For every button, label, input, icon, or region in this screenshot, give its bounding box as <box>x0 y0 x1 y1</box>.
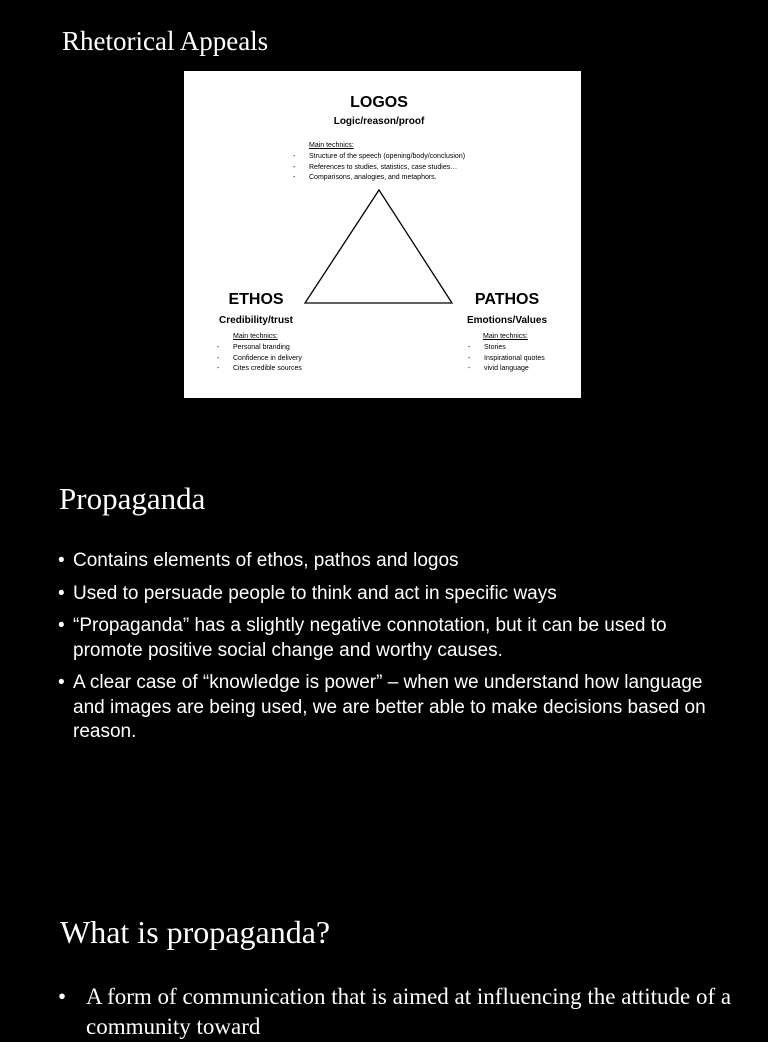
pathos-tech-heading: Main technics: <box>483 333 528 340</box>
list-item: - Comparisons, analogies, and metaphors. <box>293 173 573 184</box>
ethos-tech-heading: Main technics: <box>233 333 278 340</box>
ethos-tech-list <box>217 343 357 375</box>
logos-title: LOGOS <box>350 94 408 111</box>
list-item: - Cites credible sources <box>217 364 357 375</box>
list-item: - Structure of the speech (opening/body/conclusion) <box>293 152 573 163</box>
list-item: - vivid language <box>468 364 578 375</box>
slide-title-what-is-propaganda: What is propaganda? <box>60 914 331 950</box>
logos-subtitle: Logic/reason/proof <box>333 116 425 127</box>
ethos-subtitle: Credibility/trust <box>219 315 293 326</box>
list-item: • A form of communication that is aimed at influencing the attitude of a community toward <box>58 982 738 1042</box>
slide-title-rhetorical-appeals: Rhetorical Appeals <box>62 26 269 56</box>
list-item: - Inspirational quotes <box>468 354 578 365</box>
pathos-subtitle: Emotions/Values <box>466 315 548 326</box>
logos-tech-list <box>293 152 573 184</box>
pathos-tech-list <box>468 343 578 375</box>
pathos-title: PATHOS <box>474 291 540 308</box>
list-item: - Confidence in delivery <box>217 354 357 365</box>
list-item: • Contains elements of ethos, pathos and logos <box>58 549 718 574</box>
logos-tech-heading: Main technics: <box>309 142 354 149</box>
rhetorical-triangle-diagram <box>184 71 581 398</box>
propaganda-bullet-list <box>58 549 718 753</box>
list-item: - Stories <box>468 343 578 354</box>
list-item: - References to studies, statistics, case studies… <box>293 163 573 174</box>
list-item: • “Propaganda” has a slightly negative connotation, but it can be used to promote positive social change and worthy causes. <box>58 614 718 663</box>
ethos-title: ETHOS <box>228 291 284 308</box>
what-is-propaganda-bullet-list <box>58 982 738 1042</box>
list-item: • A clear case of “knowledge is power” – when we understand how language and images are being used, we are better able to make decisions based on reason. <box>58 671 718 745</box>
slide-title-propaganda: Propaganda <box>59 481 206 516</box>
list-item: • Used to persuade people to think and act in specific ways <box>58 582 718 607</box>
list-item: - Personal branding <box>217 343 357 354</box>
